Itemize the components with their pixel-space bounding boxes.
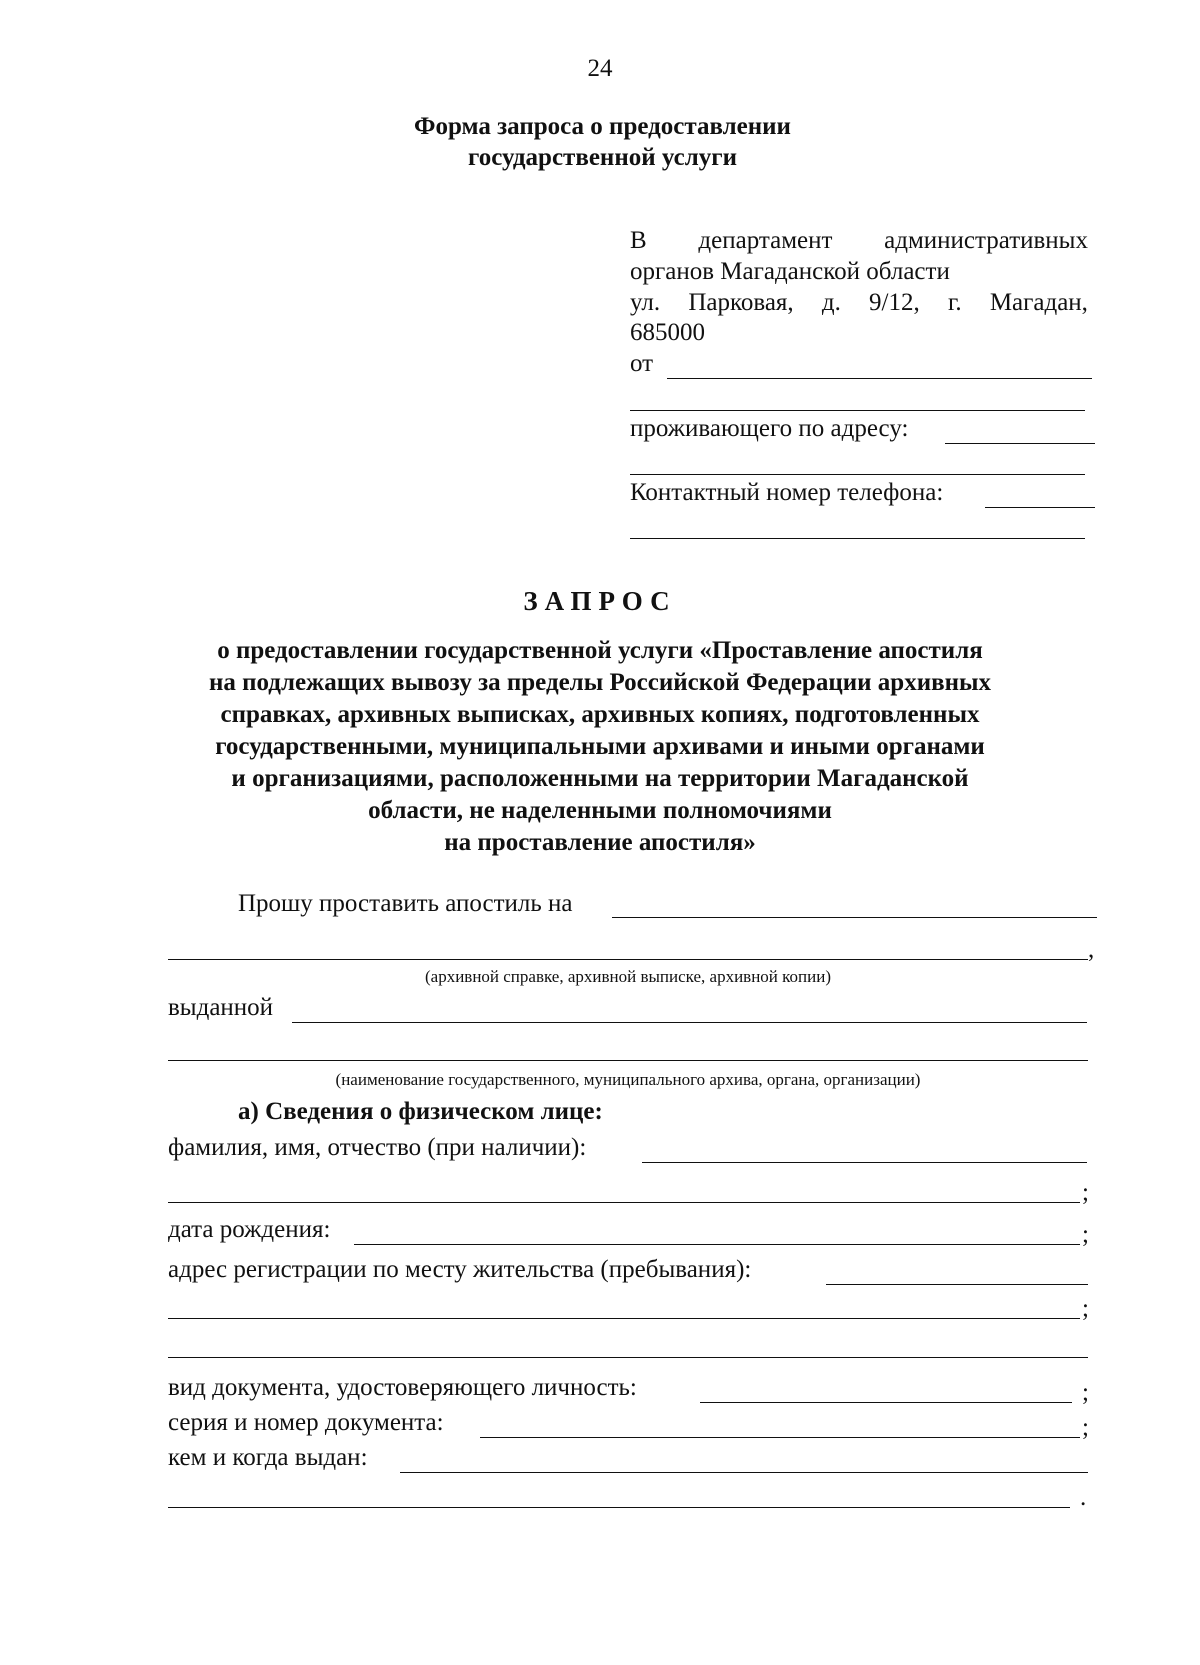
fio-semicolon: ; bbox=[1082, 1179, 1089, 1206]
issued-by-field-line-2[interactable] bbox=[168, 1507, 1070, 1508]
registration-address-field-line[interactable] bbox=[826, 1284, 1088, 1285]
address-field-line-2[interactable] bbox=[630, 474, 1085, 475]
form-title-line-1: Форма запроса о предоставлении bbox=[414, 113, 791, 140]
registration-address-field-line-3[interactable] bbox=[168, 1357, 1088, 1358]
phone-field-line[interactable] bbox=[985, 507, 1095, 508]
fio-field-line-2[interactable] bbox=[168, 1202, 1080, 1203]
page-number: 24 bbox=[587, 55, 613, 82]
request-subtitle-line-3: справках, архивных выписках, архивных копиях, подготовленных bbox=[220, 701, 980, 728]
phone-field-line-2[interactable] bbox=[630, 538, 1085, 539]
from-label: от bbox=[630, 350, 654, 377]
apostille-document-field-line[interactable] bbox=[612, 917, 1097, 918]
section-a-heading: а) Сведения о физическом лице: bbox=[238, 1098, 603, 1125]
fio-label: фамилия, имя, отчество (при наличии): bbox=[168, 1134, 587, 1161]
registration-address-label: адрес регистрации по месту жительства (пребывания): bbox=[168, 1256, 752, 1283]
document-type-field-line[interactable] bbox=[700, 1402, 1072, 1403]
issued-field-line[interactable] bbox=[292, 1022, 1087, 1023]
apostille-document-field-line-2[interactable] bbox=[168, 959, 1088, 960]
request-label: Прошу проставить апостиль на bbox=[238, 890, 573, 917]
birth-semicolon: ; bbox=[1082, 1221, 1089, 1248]
from-field-line-2[interactable] bbox=[630, 410, 1085, 411]
registration-semicolon: ; bbox=[1082, 1295, 1089, 1322]
address-field-line[interactable] bbox=[945, 443, 1095, 444]
form-title-line-2: государственной услуги bbox=[467, 144, 738, 171]
issuer-hint: (наименование государственного, муниципального архива, органа, организации) bbox=[335, 1070, 921, 1089]
addressee-postcode: 685000 bbox=[630, 319, 705, 346]
request-subtitle-line-4: государственными, муниципальными архивами и иными органами bbox=[215, 733, 985, 760]
document-series-semicolon: ; bbox=[1082, 1414, 1089, 1441]
addressee-street: ул. Парковая, д. 9/12, г. Магадан, bbox=[630, 289, 1088, 316]
fio-field-line[interactable] bbox=[642, 1162, 1087, 1163]
birth-date-label: дата рождения: bbox=[168, 1216, 331, 1243]
document-type-semicolon: ; bbox=[1082, 1379, 1089, 1406]
request-subtitle-line-6: области, не наделенными полномочиями bbox=[368, 797, 832, 824]
issued-field-line-2[interactable] bbox=[168, 1060, 1088, 1061]
registration-address-field-line-2[interactable] bbox=[168, 1318, 1080, 1319]
issued-by-field-line[interactable] bbox=[400, 1472, 1088, 1473]
document-hint: (архивной справке, архивной выписке, архивной копии) bbox=[424, 967, 832, 986]
request-subtitle-line-5: и организациями, расположенными на территории Магаданской bbox=[231, 765, 969, 792]
issued-label: выданной bbox=[168, 994, 274, 1021]
issued-by-label: кем и когда выдан: bbox=[168, 1444, 368, 1471]
final-period: . bbox=[1080, 1484, 1087, 1511]
document-series-field-line[interactable] bbox=[480, 1437, 1080, 1438]
birth-date-field-line[interactable] bbox=[354, 1244, 1080, 1245]
request-subtitle-line-7: на проставление апостиля» bbox=[444, 829, 756, 856]
request-subtitle-line-1: о предоставлении государственной услуги «Проставление апостиля bbox=[217, 637, 983, 664]
request-subtitle-line-2: на подлежащих вывозу за пределы Российской Федерации архивных bbox=[208, 669, 992, 696]
comma: , bbox=[1088, 936, 1095, 963]
document-series-label: серия и номер документа: bbox=[168, 1409, 444, 1436]
request-heading: ЗАПРОС bbox=[523, 586, 677, 616]
phone-label: Контактный номер телефона: bbox=[630, 479, 944, 506]
addressee-line-2: органов Магаданской области bbox=[630, 258, 950, 285]
from-field-line[interactable] bbox=[667, 378, 1092, 379]
addressee-line-1: В департамент административных bbox=[630, 227, 1088, 254]
address-label: проживающего по адресу: bbox=[630, 415, 909, 442]
document-type-label: вид документа, удостоверяющего личность: bbox=[168, 1374, 637, 1401]
